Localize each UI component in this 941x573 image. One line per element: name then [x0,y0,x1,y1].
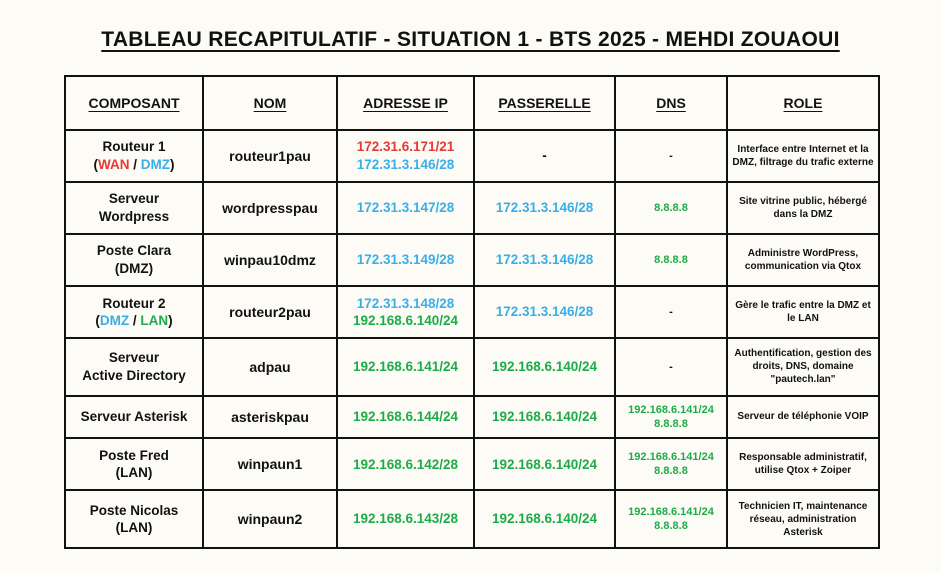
composant-cell: Serveur Asterisk [65,396,203,439]
nom-cell: winpaun2 [203,490,337,548]
header-adresse-ip: ADRESSE IP [337,76,474,130]
composant-cell: Serveur Wordpress [65,182,203,234]
wan-label: WAN [97,157,130,172]
role-cell: Technicien IT, maintenance réseau, administration Asterisk [727,490,879,548]
passerelle-cell: 172.31.3.146/28 [474,182,615,234]
ip-cell: 172.31.6.171/21 172.31.3.146/28 [337,130,474,182]
table-row [65,338,879,395]
nom-cell: winpau10dmz [203,234,337,286]
role-cell: Responsable administratif, utilise Qtox + Zoiper [727,438,879,490]
header-passerelle: PASSERELLE [474,76,615,130]
table-row [65,396,879,439]
dns-cell: 192.168.6.141/24 8.8.8.8 [615,490,727,548]
dns-cell: 8.8.8.8 [615,234,727,286]
dns-cell: - [615,130,727,182]
header-role: ROLE [727,76,879,130]
nom-cell: winpaun1 [203,438,337,490]
page-title: TABLEAU RECAPITULATIF - SITUATION 1 - BTS 2025 - MEHDI ZOUAOUI [101,28,840,51]
ip-cell: 192.168.6.141/24 [337,338,474,395]
nom-cell: routeur2pau [203,286,337,338]
nom-cell: asteriskpau [203,396,337,439]
table-row [65,182,879,234]
dns-cell: - [615,338,727,395]
recap-table [64,75,880,549]
header-dns: DNS [615,76,727,130]
ip-cell: 192.168.6.144/24 [337,396,474,439]
lan-label: LAN [140,313,169,329]
passerelle-cell: 192.168.6.140/24 [474,396,615,439]
table-row [65,490,879,548]
ip-cell: 192.168.6.143/28 [337,490,474,548]
table-row [65,130,879,182]
passerelle-cell: 172.31.3.146/28 [474,286,615,338]
table-row [65,286,879,338]
role-cell: Administre WordPress, communication via Qtox [727,234,879,286]
composant-cell: Routeur 2 (DMZ / LAN) [65,286,203,338]
ip-cell: 172.31.3.148/28 192.168.6.140/24 [337,286,474,338]
dns-cell: 192.168.6.141/24 8.8.8.8 [615,396,727,439]
nom-cell: adpau [203,338,337,395]
ip-cell: 172.31.3.149/28 [337,234,474,286]
composant-cell: Routeur 1 (WAN / DMZ) [65,130,203,182]
passerelle-cell: 172.31.3.146/28 [474,234,615,286]
ip-cell: 172.31.3.147/28 [337,182,474,234]
header-composant: COMPOSANT [65,76,203,130]
passerelle-cell: 192.168.6.140/24 [474,338,615,395]
dns-cell: 8.8.8.8 [615,182,727,234]
table-row [65,438,879,490]
role-cell: Gère le trafic entre la DMZ et le LAN [727,286,879,338]
composant-cell: Poste Fred (LAN) [65,438,203,490]
dmz-label: DMZ [99,313,130,329]
composant-cell: Serveur Active Directory [65,338,203,395]
passerelle-cell: 192.168.6.140/24 [474,438,615,490]
role-cell: Authentification, gestion des droits, DNS, domaine "pautech.lan" [727,338,879,395]
nom-cell: routeur1pau [203,130,337,182]
composant-cell: Poste Clara (DMZ) [65,234,203,286]
table-header-row [65,76,879,130]
role-cell: Interface entre Internet et la DMZ, filtrage du trafic externe [727,130,879,182]
composant-cell: Poste Nicolas (LAN) [65,490,203,548]
dns-cell: 192.168.6.141/24 8.8.8.8 [615,438,727,490]
role-cell: Site vitrine public, hébergé dans la DMZ [727,182,879,234]
passerelle-cell: 192.168.6.140/24 [474,490,615,548]
table-row [65,234,879,286]
header-nom: NOM [203,76,337,130]
role-cell: Serveur de téléphonie VOIP [727,396,879,439]
dmz-label: DMZ [140,157,170,172]
ip-cell: 192.168.6.142/28 [337,438,474,490]
passerelle-cell: - [474,130,615,182]
dns-cell: - [615,286,727,338]
nom-cell: wordpresspau [203,182,337,234]
